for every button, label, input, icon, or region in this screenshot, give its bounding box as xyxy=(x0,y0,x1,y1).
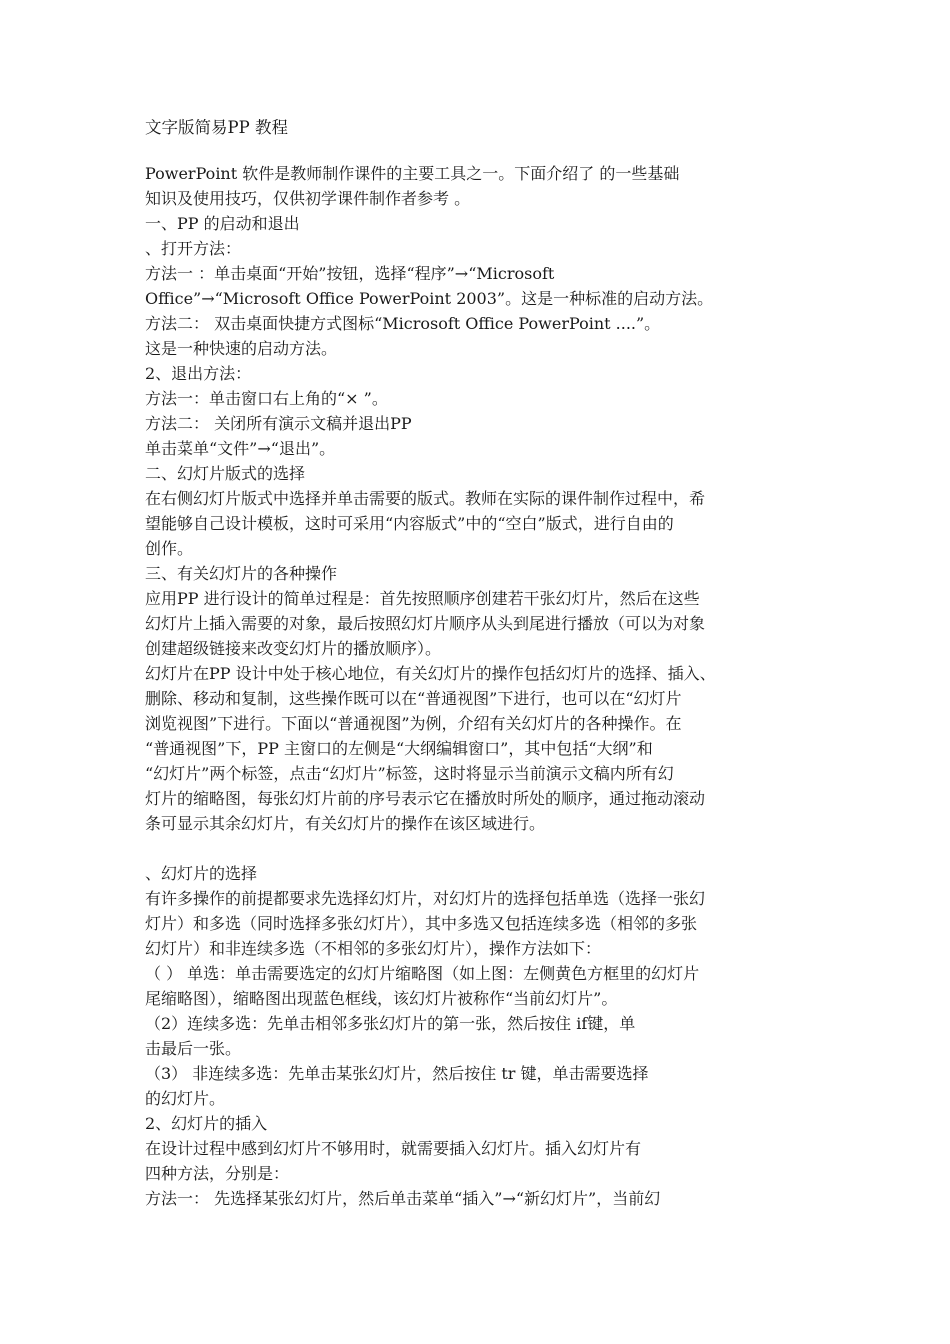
paragraph-line: 浏览视图”下进行。下面以“普通视图”为例，介绍有关幻灯片的各种操作。在 xyxy=(145,714,682,733)
paragraph-line: 单击菜单“文件”→“退出”。 xyxy=(145,439,336,458)
paragraph-line: 灯片的缩略图，每张幻灯片前的序号表示它在播放时所处的顺序，通过拖动滚动 xyxy=(145,789,706,808)
paragraph-line: 方法二： 双击桌面快捷方式图标“Microsoft Office PowerPoint ....”。 xyxy=(145,314,661,333)
section-heading: 一、PP 的启动和退出 xyxy=(145,214,300,233)
subsection-heading: 、幻灯片的选择 xyxy=(145,864,258,883)
paragraph-line: 尾缩略图），缩略图出现蓝色框线，该幻灯片被称作“当前幻灯片”。 xyxy=(145,989,618,1008)
paragraph-line: 的幻灯片。 xyxy=(145,1089,226,1108)
subsection-heading: 2、幻灯片的插入 xyxy=(145,1114,268,1133)
paragraph-line: 条可显示其余幻灯片，有关幻灯片的操作在该区域进行。 xyxy=(145,814,546,833)
paragraph-line: 击最后一张。 xyxy=(145,1039,242,1058)
paragraph-line: 有许多操作的前提都要求先选择幻灯片，对幻灯片的选择包括单选（选择一张幻 xyxy=(145,889,706,908)
paragraph-line: 四种方法，分别是： xyxy=(145,1164,290,1183)
subsection-heading: 2、退出方法： xyxy=(145,364,252,383)
document-title: 文字版简易PP 教程 xyxy=(145,118,288,137)
paragraph-line: 灯片）和多选（同时选择多张幻灯片），其中多选又包括连续多选（相邻的多张 xyxy=(145,914,698,933)
paragraph-line: （2）连续多选：先单击相邻多张幻灯片的第一张，然后按住 if键，单 xyxy=(145,1014,636,1033)
paragraph-line: 创建超级链接来改变幻灯片的播放顺序）。 xyxy=(145,639,442,658)
paragraph-line: （3） 非连续多选：先单击某张幻灯片，然后按住 tr 键，单击需要选择 xyxy=(145,1064,649,1083)
paragraph-line: 方法二： 关闭所有演示文稿并退出PP xyxy=(145,414,412,433)
paragraph-line: 应用PP 进行设计的简单过程是：首先按照顺序创建若干张幻灯片，然后在这些 xyxy=(145,589,700,608)
paragraph-line: PowerPoint 软件是教师制作课件的主要工具之一。下面介绍了 的一些基础 xyxy=(145,164,680,183)
paragraph-line: 方法一 ：单击桌面“开始”按钮，选择“程序”→“Microsoft xyxy=(145,264,555,283)
section-heading: 二、幻灯片版式的选择 xyxy=(145,464,306,483)
paragraph-line: 在右侧幻灯片版式中选择并单击需要的版式。教师在实际的课件制作过程中，希 xyxy=(145,489,706,508)
paragraph-line: 删除、移动和复制，这些操作既可以在“普通视图”下进行，也可以在“幻灯片 xyxy=(145,689,682,708)
section-heading: 三、有关幻灯片的各种操作 xyxy=(145,564,338,583)
paragraph-line: “普通视图”下，PP 主窗口的左侧是“大纲编辑窗口”，其中包括“大纲”和 xyxy=(145,739,653,758)
paragraph-line: 望能够自己设计模板，这时可采用“内容版式”中的“空白”版式，进行自由的 xyxy=(145,514,674,533)
paragraph-line: 幻灯片上插入需要的对象，最后按照幻灯片顺序从头到尾进行播放（可以为对象 xyxy=(145,614,706,633)
paragraph-line: （ ） 单选：单击需要选定的幻灯片缩略图（如上图：左侧黄色方框里的幻灯片 xyxy=(145,964,700,983)
paragraph-line: Office”→“Microsoft Office PowerPoint 2003”。这是一种标准的启动方法。 xyxy=(145,289,714,308)
paragraph-line: 幻灯片在PP 设计中处于核心地位，有关幻灯片的操作包括幻灯片的选择、插入、 xyxy=(145,664,716,683)
paragraph-line: 创作。 xyxy=(145,539,194,558)
paragraph-line: 在设计过程中感到幻灯片不够用时，就需要插入幻灯片。插入幻灯片有 xyxy=(145,1139,642,1158)
paragraph-line: 这是一种快速的启动方法。 xyxy=(145,339,338,358)
paragraph-line: 知识及使用技巧，仅供初学课件制作者参考 。 xyxy=(145,189,471,208)
subsection-heading: 、打开方法： xyxy=(145,239,242,258)
paragraph-line: 幻灯片）和非连续多选（不相邻的多张幻灯片），操作方法如下： xyxy=(145,939,602,958)
paragraph-line: 方法一：单击窗口右上角的“× ”。 xyxy=(145,389,388,408)
paragraph-line: 方法一： 先选择某张幻灯片，然后单击菜单“插入”→“新幻灯片”，当前幻 xyxy=(145,1189,661,1208)
paragraph-line: “幻灯片”两个标签，点击“幻灯片”标签，这时将显示当前演示文稿内所有幻 xyxy=(145,764,674,783)
